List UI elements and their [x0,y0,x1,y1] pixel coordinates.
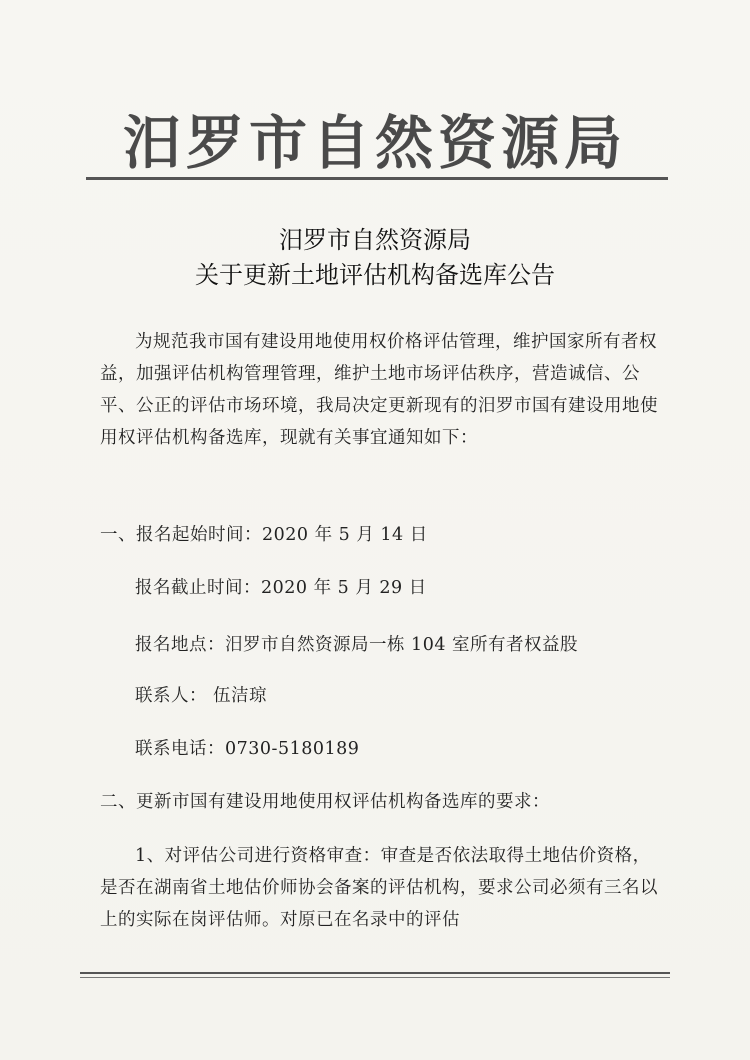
footer-rule-thin [80,977,670,978]
registration-location: 报名地点：汨罗市自然资源局一栋 104 室所有者权益股 [135,635,579,655]
letterhead-rule [86,177,668,180]
intro-text: 为规范我市国有建设用地使用权价格评估管理，维护国家所有者权益，加强评估机构管理管理，维护土地市场评估秩序，营造诚信、公平、公正的评估市场环境，我局决定更新现有的汨罗市国有建设用地使用权评估机构备选库，现就有关事宜通知如下： [100,332,658,448]
notice-title-line1: 汨罗市自然资源局 [279,226,471,254]
contact-person: 联系人： 伍洁琼 [135,686,268,706]
registration-start: 一、报名起始时间：2020 年 5 月 14 日 [100,525,428,545]
registration-end: 报名截止时间：2020 年 5 月 29 日 [135,578,427,598]
footer-rule [80,972,670,974]
contact-phone: 联系电话：0730-5180189 [135,739,360,759]
section2-heading: 二、更新市国有建设用地使用权评估机构备选库的要求： [100,792,550,812]
section2-item1-text: 1、对评估公司进行资格审查：审查是否依法取得土地估价资格，是否在湖南省土地估价师协会备案的评估机构，要求公司必须有三名以上的实际在岗评估师。对原已在名录中的评估 [100,846,658,930]
section2-item1 [100,840,660,936]
notice-title-line2: 关于更新土地评估机构备选库公告 [195,261,555,289]
letterhead-title: 汨罗市自然资源局 [122,109,627,177]
intro-paragraph [100,326,660,454]
